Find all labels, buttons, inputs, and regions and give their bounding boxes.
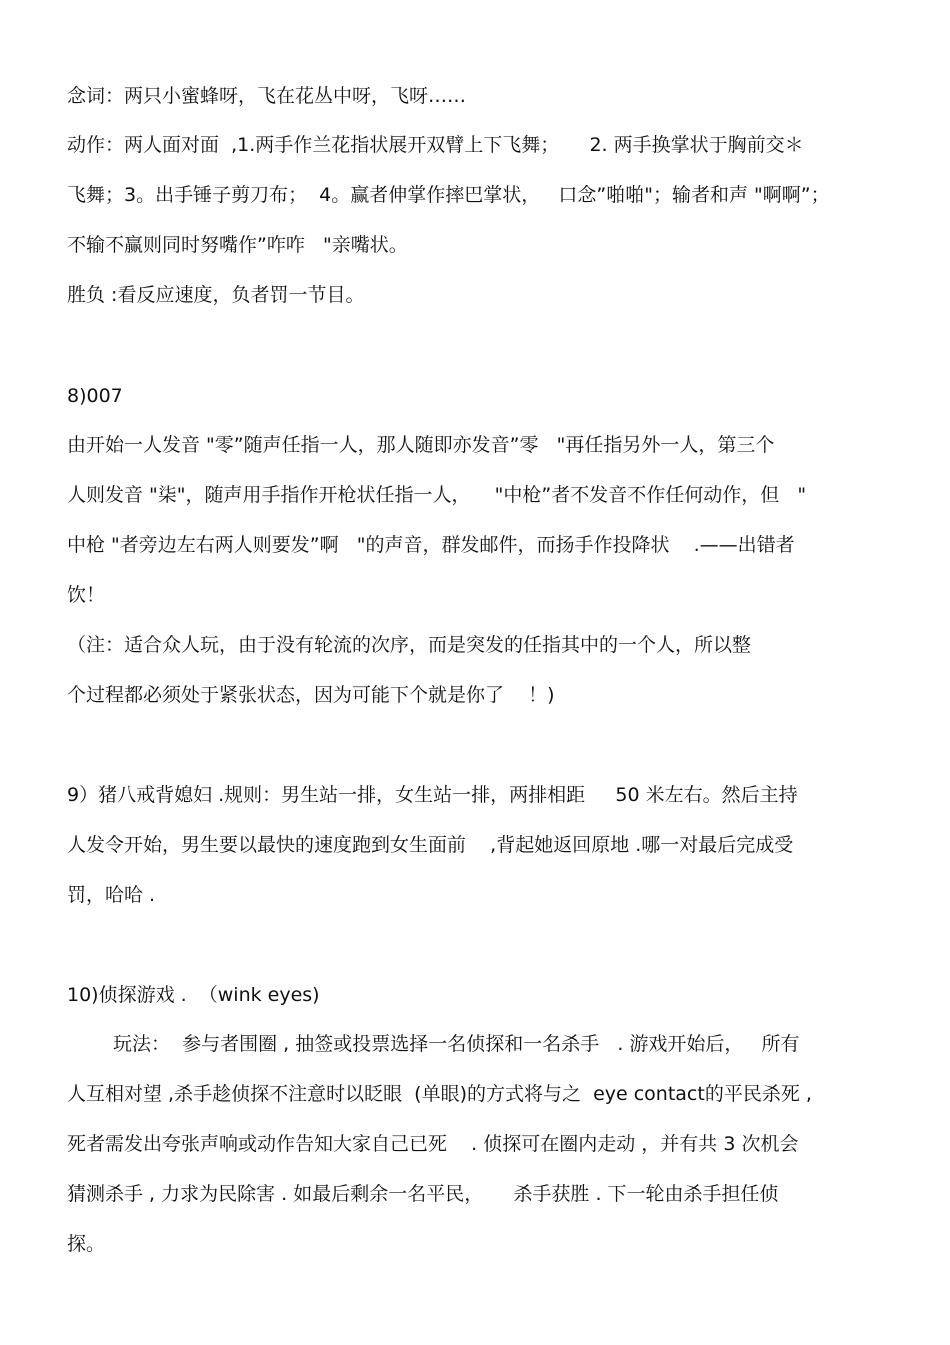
paragraph-line: （注：适合众人玩，由于没有轮流的次序，而是突发的任指其中的一个人，所以整 [67,634,752,656]
paragraph-line: 玩法： 参与者围圈 , 抽签或投票选择一名侦探和一名杀手 . 游戏开始后， 所有 [113,1033,800,1055]
paragraph-line: 探。 [67,1233,106,1255]
section-heading: 10)侦探游戏 . （wink eyes) [67,984,320,1006]
paragraph-line: 人则发音 "柒"，随声用手指作开枪状任指一人， "中枪”者不发音不作任何动作，但 " [67,484,807,506]
paragraph-line: 由开始一人发音 "零”随声任指一人，那人随即亦发音”零 "再任指另外一人，第三个 [67,434,775,456]
paragraph-line: 罚，哈哈 . [67,884,156,906]
paragraph-line: 人发令开始，男生要以最快的速度跑到女生面前 ,背起她返回原地 .哪一对最后完成受 [67,834,794,856]
paragraph-line: 人互相对望 ,杀手趁侦探不注意时以眨眼 (单眼)的方式将与之 eye contact的平民杀死 , [67,1083,812,1105]
paragraph-line: 猜测杀手 , 力求为民除害 . 如最后剩余一名平民， 杀手获胜 . 下一轮由杀手担任侦 [67,1183,779,1205]
paragraph-line: 动作：两人面对面 ,1.两手作兰花指状展开双臂上下飞舞； 2. 两手换掌状于胸前交＊ [67,134,804,156]
section-heading: 8)007 [67,385,123,407]
paragraph-line: 中枪 "者旁边左右两人则要发”啊 "的声音，群发邮件，而扬手作投降状 .——出错者 [67,534,795,556]
paragraph-line: 死者需发出夸张声响或动作告知大家自己已死 . 侦探可在圈内走动 ，并有共 3 次机会 [67,1133,799,1155]
paragraph-line: 不输不赢则同时努嘴作”咋咋 "亲嘴状。 [67,234,408,256]
section-heading: 9）猪八戒背媳妇 .规则：男生站一排，女生站一排，两排相距 50 米左右。然后主持 [67,784,798,806]
paragraph-line: 飞舞；3。出手锤子剪刀布； 4。赢者伸掌作摔巴掌状， 口念”啪啪"；输者和声 "啊啊”； [67,184,830,206]
paragraph-line: 个过程都必须处于紧张状态，因为可能下个就是你了 ！) [67,684,555,706]
paragraph-line: 念词：两只小蜜蜂呀，飞在花丛中呀，飞呀…… [67,85,467,107]
paragraph-line: 胜负 :看反应速度，负者罚一节目。 [67,284,365,306]
paragraph-line: 饮！ [67,584,106,606]
